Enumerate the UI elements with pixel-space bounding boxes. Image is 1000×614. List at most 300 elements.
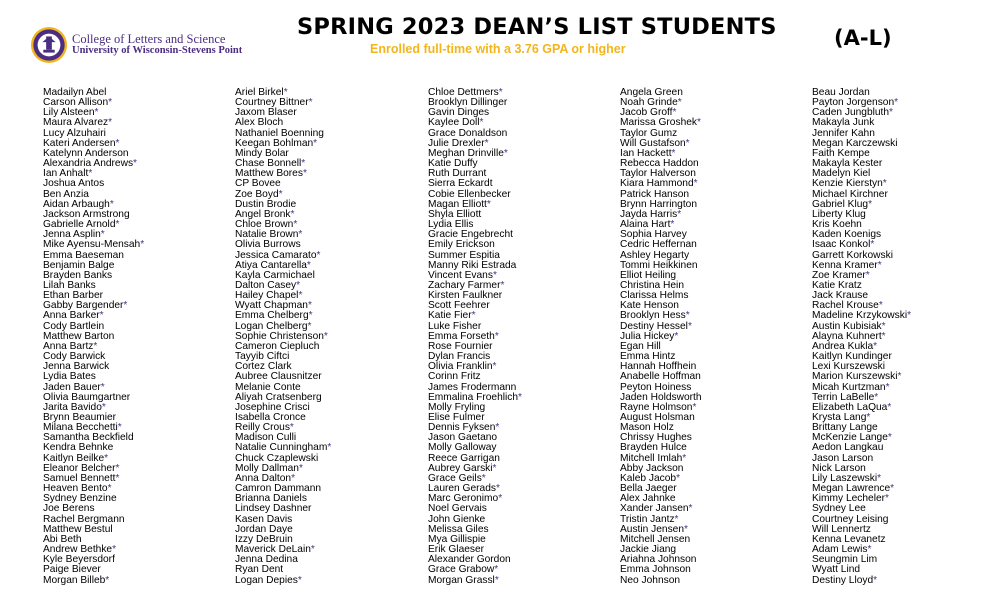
student-name: Brooklyn Dillinger bbox=[428, 97, 508, 109]
asterisk-marker: * bbox=[697, 117, 701, 129]
student-name: Joe Berens bbox=[43, 503, 95, 515]
asterisk-marker: * bbox=[323, 330, 328, 342]
student-name: Gavin Dinges bbox=[428, 107, 490, 119]
student-name: Molly Galloway bbox=[428, 442, 497, 454]
student-name: Jaxom Blaser bbox=[235, 107, 297, 119]
asterisk-marker: * bbox=[298, 290, 303, 302]
asterisk-marker: * bbox=[115, 472, 120, 484]
asterisk-marker: * bbox=[494, 574, 499, 586]
student-name: Adam Lewis* bbox=[812, 544, 872, 556]
asterisk-marker: * bbox=[676, 472, 681, 484]
student-name: Jordan Daye bbox=[235, 523, 293, 535]
student-name: Chloe Brown* bbox=[235, 219, 298, 231]
student-name: Melanie Conte bbox=[235, 381, 301, 393]
asterisk-marker: * bbox=[682, 452, 687, 464]
student-name: Maura Alvarez* bbox=[43, 117, 113, 129]
asterisk-marker: * bbox=[882, 178, 887, 190]
student-name: Jarita Bavido* bbox=[43, 401, 106, 413]
asterisk-marker: * bbox=[108, 117, 113, 129]
student-name: Rebecca Haddon bbox=[620, 158, 699, 170]
student-name: Kris Koehn bbox=[812, 219, 862, 231]
student-name: Rayne Holmson* bbox=[620, 401, 697, 413]
asterisk-marker: * bbox=[105, 574, 110, 586]
student-name: Christina Hein bbox=[620, 279, 684, 291]
student-name: Brynn Harrington bbox=[620, 198, 698, 210]
asterisk-marker: * bbox=[693, 178, 698, 190]
asterisk-marker: * bbox=[881, 330, 886, 342]
student-name: Summer Espitia bbox=[428, 249, 500, 261]
student-name: Elise Fulmer bbox=[428, 412, 485, 423]
asterisk-marker: * bbox=[498, 87, 503, 98]
student-name: Olivia Franklin* bbox=[428, 361, 497, 373]
student-name: Mindy Bolar bbox=[235, 147, 289, 159]
asterisk-marker: * bbox=[115, 462, 120, 474]
student-name: Faith Kempe bbox=[812, 147, 870, 159]
student-name: Kate Henson bbox=[620, 300, 679, 312]
student-name: Will Lennertz bbox=[812, 523, 871, 535]
name-range: (A-L) bbox=[834, 26, 892, 50]
student-name: Magan Elliott* bbox=[428, 198, 491, 210]
student-name: Alexandria Andrews* bbox=[43, 158, 138, 170]
student-name: Marissa Groshek* bbox=[620, 117, 701, 129]
asterisk-marker: * bbox=[518, 391, 522, 403]
asterisk-marker: * bbox=[494, 330, 499, 342]
student-name: Scott Feehrer bbox=[428, 300, 490, 312]
student-name: Olivia Burrows bbox=[235, 239, 301, 251]
student-name: Nick Larson bbox=[812, 462, 866, 474]
student-name: Julie Drexler* bbox=[428, 137, 489, 149]
student-name: James Frodermann bbox=[428, 381, 517, 393]
student-name: Sydney Lee bbox=[812, 503, 866, 515]
student-name: Will Gustafson* bbox=[620, 137, 690, 149]
student-name: Aedon Langkau bbox=[812, 442, 884, 454]
student-name: Hailey Chapel* bbox=[235, 290, 303, 302]
asterisk-marker: * bbox=[88, 168, 93, 180]
student-name: Matthew Bestul bbox=[43, 523, 113, 535]
student-name: Tristin Jantz* bbox=[620, 513, 679, 525]
student-name: Nathaniel Boenning bbox=[235, 127, 324, 139]
asterisk-marker: * bbox=[671, 147, 676, 159]
student-name: Ariel Birkel* bbox=[235, 87, 288, 98]
student-name: Kenzie Kierstyn* bbox=[812, 178, 887, 190]
college-name: College of Letters and Science bbox=[72, 32, 226, 46]
student-name: Brayden Hulce bbox=[620, 442, 687, 454]
subtitle-gpa: 3.76 GPA or higher bbox=[514, 42, 626, 56]
name-column-3 bbox=[428, 88, 522, 586]
student-name: Gracie Engebrecht bbox=[428, 229, 513, 241]
student-name: Sierra Eckardt bbox=[428, 178, 493, 190]
asterisk-marker: * bbox=[503, 147, 508, 159]
student-name: Reilly Crous* bbox=[235, 422, 294, 434]
student-name: Olivia Baumgartner bbox=[43, 391, 131, 403]
student-name: Kenna Levanetz bbox=[812, 533, 886, 545]
student-name: Mike Ayensu-Mensah* bbox=[43, 239, 145, 251]
student-name: Chase Bonnell* bbox=[235, 158, 306, 170]
student-name: Samantha Beckfield bbox=[43, 432, 134, 444]
asterisk-marker: * bbox=[865, 269, 870, 281]
student-name: Cody Barwick bbox=[43, 351, 106, 363]
page-title: SPRING 2023 DEAN’S LIST STUDENTS bbox=[297, 14, 777, 40]
student-name: Erik Glaeser bbox=[428, 544, 485, 556]
asterisk-marker: * bbox=[115, 219, 120, 231]
asterisk-marker: * bbox=[327, 442, 332, 454]
student-name: Kaylee Doll* bbox=[428, 117, 484, 129]
student-name: Cobie Ellenbecker bbox=[428, 188, 511, 200]
asterisk-marker: * bbox=[471, 310, 476, 322]
student-name: Isaac Konkol* bbox=[812, 239, 875, 251]
student-name: Aubree Clausnitzer bbox=[235, 371, 322, 383]
student-name: Mason Holz bbox=[620, 422, 674, 434]
asterisk-marker: * bbox=[316, 249, 321, 261]
student-name: Cameron Ciepluch bbox=[235, 340, 320, 352]
student-name: Morgan Billeb* bbox=[43, 574, 110, 586]
student-name: Courtney Bittner* bbox=[235, 97, 313, 109]
student-name: Kaitlyn Beilke* bbox=[43, 452, 109, 464]
student-name: Courtney Leising bbox=[812, 513, 889, 525]
student-name: Katie Fier* bbox=[428, 310, 476, 322]
student-name: Noah Grinde* bbox=[620, 97, 682, 109]
student-name: Angel Bronk* bbox=[235, 208, 295, 220]
student-name: Reece Garrigan bbox=[428, 452, 500, 464]
student-name: Camron Dammann bbox=[235, 483, 322, 495]
student-name: Marion Kurszewski* bbox=[812, 371, 902, 383]
student-name: Eleanor Belcher* bbox=[43, 462, 120, 474]
asterisk-marker: * bbox=[308, 310, 313, 322]
student-name: Julia Hickey* bbox=[620, 330, 679, 342]
student-name: Grace Donaldson bbox=[428, 127, 508, 139]
student-name: Payton Jorgenson* bbox=[812, 97, 899, 109]
student-name: Elliot Heiling bbox=[620, 269, 677, 281]
student-name: Jacob Groff* bbox=[620, 107, 677, 119]
student-name: Kayla Carmichael bbox=[235, 269, 315, 281]
student-name: Brittany Lange bbox=[812, 422, 878, 434]
asterisk-marker: * bbox=[481, 472, 486, 484]
student-name: Mitchell Jensen bbox=[620, 533, 691, 545]
student-name: Chloe Dettmers* bbox=[428, 87, 503, 98]
university-name: University of Wisconsin-Stevens Point bbox=[72, 45, 243, 56]
student-name: Noel Gervais bbox=[428, 503, 487, 515]
student-name: Zoe Kramer* bbox=[812, 269, 870, 281]
student-name: Jayda Harris* bbox=[620, 208, 682, 220]
student-name: Austin Kubisiak* bbox=[812, 320, 886, 332]
student-name: Benjamin Balge bbox=[43, 259, 115, 271]
student-name: Mitchell Imlah* bbox=[620, 452, 687, 464]
name-column-2 bbox=[235, 88, 331, 586]
asterisk-marker: * bbox=[495, 483, 500, 495]
student-name: Ryan Dent bbox=[235, 564, 284, 576]
name-column-1 bbox=[43, 88, 144, 586]
asterisk-marker: * bbox=[873, 340, 878, 352]
student-name: Mya Gillispie bbox=[428, 533, 486, 545]
student-name: Matthew Barton bbox=[43, 330, 115, 342]
student-name: Austin Jensen* bbox=[620, 523, 688, 535]
asterisk-marker: * bbox=[479, 117, 484, 129]
asterisk-marker: * bbox=[687, 320, 692, 332]
student-name: Logan Depies* bbox=[235, 574, 302, 586]
asterisk-marker: * bbox=[494, 564, 499, 576]
student-name: Paige Biever bbox=[43, 564, 101, 576]
student-name: Aliyah Cratsenberg bbox=[235, 391, 322, 403]
asterisk-marker: * bbox=[692, 401, 697, 413]
student-name: Jaden Bauer* bbox=[43, 381, 105, 393]
student-name: Brayden Banks bbox=[43, 269, 113, 281]
student-name: Gabby Bargender* bbox=[43, 300, 128, 312]
student-name: Gabrielle Arnold* bbox=[43, 219, 120, 231]
asterisk-marker: * bbox=[877, 259, 882, 271]
student-name: Meghan Drinville* bbox=[428, 147, 508, 159]
student-name: Anna Bartz* bbox=[43, 340, 98, 352]
student-name: Kimmy Lecheler* bbox=[812, 493, 890, 505]
student-name: Lily Alsteen* bbox=[43, 107, 99, 119]
student-name: Rachel Bergmann bbox=[43, 513, 125, 525]
asterisk-marker: * bbox=[94, 107, 99, 119]
asterisk-marker: * bbox=[291, 472, 296, 484]
student-name: Keegan Bohlman* bbox=[235, 137, 318, 149]
student-name: Micah Kurtzman* bbox=[812, 381, 890, 393]
asterisk-marker: * bbox=[897, 371, 902, 383]
asterisk-marker: * bbox=[670, 219, 675, 231]
asterisk-marker: * bbox=[140, 239, 145, 251]
student-name: Emma Johnson bbox=[620, 564, 691, 576]
student-name: Cortez Clark bbox=[235, 361, 292, 373]
student-name: Katie Kratz bbox=[812, 279, 862, 291]
student-name: Lauren Gerads* bbox=[428, 483, 500, 495]
asterisk-marker: * bbox=[283, 87, 288, 98]
asterisk-marker: * bbox=[887, 432, 892, 444]
asterisk-marker: * bbox=[101, 401, 106, 413]
student-name: McKenzie Lange* bbox=[812, 432, 892, 444]
student-name: Garrett Korkowski bbox=[812, 249, 893, 261]
student-name: Caden Jungbluth* bbox=[812, 107, 894, 119]
asterisk-marker: * bbox=[133, 158, 138, 170]
student-name: Emma Chelberg* bbox=[235, 310, 313, 322]
student-name: Abby Jackson bbox=[620, 462, 684, 474]
student-name: Natalie Cunningham* bbox=[235, 442, 332, 454]
asterisk-marker: * bbox=[672, 107, 677, 119]
asterisk-marker: * bbox=[677, 208, 682, 220]
student-name: Cody Bartlein bbox=[43, 320, 105, 332]
student-name: Dalton Casey* bbox=[235, 279, 301, 291]
asterisk-marker: * bbox=[492, 462, 497, 474]
asterisk-marker: * bbox=[290, 208, 295, 220]
asterisk-marker: * bbox=[308, 97, 313, 109]
student-name: Samuel Bennett* bbox=[43, 472, 120, 484]
asterisk-marker: * bbox=[117, 422, 122, 434]
student-name: Jack Krause bbox=[812, 290, 869, 302]
student-name: Atiya Cantarella* bbox=[235, 259, 311, 271]
student-name: Alexander Gordon bbox=[428, 554, 511, 566]
asterisk-marker: * bbox=[307, 300, 312, 312]
asterisk-marker: * bbox=[685, 310, 690, 322]
student-name: Dylan Francis bbox=[428, 351, 491, 363]
asterisk-marker: * bbox=[867, 544, 872, 556]
student-name: Rose Fournier bbox=[428, 340, 493, 352]
asterisk-marker: * bbox=[894, 97, 899, 109]
student-name: Lydia Ellis bbox=[428, 219, 474, 231]
student-name: Taylor Gumz bbox=[620, 127, 678, 139]
page-header bbox=[0, 0, 1000, 80]
student-name: Lexi Kurszewski bbox=[812, 361, 886, 373]
asterisk-marker: * bbox=[873, 574, 878, 586]
student-name: Andrea Kukla* bbox=[812, 340, 878, 352]
asterisk-marker: * bbox=[881, 320, 886, 332]
student-name: Vincent Evans* bbox=[428, 269, 497, 281]
asterisk-marker: * bbox=[100, 381, 105, 393]
student-name: Neo Johnson bbox=[620, 574, 681, 586]
student-name: Lily Laszewski* bbox=[812, 472, 882, 484]
student-name: August Holsman bbox=[620, 412, 695, 423]
student-name: Andrew Bethke* bbox=[43, 544, 117, 556]
student-name: Zoe Boyd* bbox=[235, 188, 283, 200]
student-name: Taylor Halverson bbox=[620, 168, 696, 180]
asterisk-marker: * bbox=[109, 198, 114, 210]
student-name: Emmalina Froehlich* bbox=[428, 391, 522, 403]
student-name: Brynn Beaumier bbox=[43, 412, 117, 423]
asterisk-marker: * bbox=[112, 544, 117, 556]
asterisk-marker: * bbox=[310, 544, 315, 556]
student-name: Tommi Heikkinen bbox=[620, 259, 698, 271]
student-name: Alayna Kuhnert* bbox=[812, 330, 886, 342]
student-name: Krysta Lang* bbox=[812, 412, 871, 423]
asterisk-marker: * bbox=[484, 137, 489, 149]
asterisk-marker: * bbox=[674, 513, 679, 525]
student-name: Hannah Hoffhein bbox=[620, 361, 697, 373]
student-name: Natalie Brown* bbox=[235, 229, 303, 241]
student-name: Chuck Czaplewski bbox=[235, 452, 319, 464]
student-name: Zachary Farmer* bbox=[428, 279, 505, 291]
student-name: Ben Anzia bbox=[43, 188, 89, 200]
student-name: Jason Gaetano bbox=[428, 432, 498, 444]
student-name: Kateri Andersen* bbox=[43, 137, 120, 149]
student-name: Bella Jaeger bbox=[620, 483, 677, 495]
student-name: Alex Jahnke bbox=[620, 493, 676, 505]
student-name: Molly Dallman* bbox=[235, 462, 303, 474]
student-name: Josephine Crisci bbox=[235, 401, 310, 413]
asterisk-marker: * bbox=[99, 310, 104, 322]
student-name: Kenna Kramer* bbox=[812, 259, 882, 271]
student-name: Isabella Cronce bbox=[235, 412, 306, 423]
student-name: Jennifer Kahn bbox=[812, 127, 875, 139]
student-name: Jackson Armstrong bbox=[43, 208, 130, 220]
student-name: Ian Anhalt* bbox=[43, 168, 93, 180]
student-name: CP Bovee bbox=[235, 178, 281, 190]
student-name: Makayla Junk bbox=[812, 117, 875, 129]
student-name: Ariahna Johnson bbox=[620, 554, 697, 566]
student-name: Emma Hintz bbox=[620, 351, 676, 363]
student-name: Shyla Elliott bbox=[428, 208, 482, 220]
student-name: Michael Kirchner bbox=[812, 188, 888, 200]
student-name: Manny Riki Estrada bbox=[428, 259, 517, 271]
asterisk-marker: * bbox=[684, 523, 688, 535]
student-name: Brianna Daniels bbox=[235, 493, 307, 505]
asterisk-marker: * bbox=[907, 310, 912, 322]
student-name: Alaina Hart* bbox=[620, 219, 675, 231]
asterisk-marker: * bbox=[887, 401, 892, 413]
asterisk-marker: * bbox=[486, 198, 491, 210]
student-name: Joshua Antos bbox=[43, 178, 105, 190]
asterisk-marker: * bbox=[688, 503, 693, 515]
asterisk-marker: * bbox=[885, 381, 890, 393]
asterisk-marker: * bbox=[289, 422, 294, 434]
student-name: Elizabeth LaQua* bbox=[812, 401, 892, 413]
student-name: Carson Allison* bbox=[43, 97, 113, 109]
student-name: Madeline Krzykowski* bbox=[812, 310, 912, 322]
student-name: Wyatt Lind bbox=[812, 564, 861, 576]
student-name: Megan Lawrence* bbox=[812, 483, 895, 495]
student-name: Izzy DeBruin bbox=[235, 533, 293, 545]
subtitle-prefix: Enrolled full-time with a bbox=[370, 42, 515, 56]
student-name: Grace Grabow* bbox=[428, 564, 499, 576]
student-name: Ashley Hegarty bbox=[620, 249, 690, 261]
asterisk-marker: * bbox=[115, 137, 120, 149]
asterisk-marker: * bbox=[298, 229, 303, 241]
student-name: Madailyn Abel bbox=[43, 87, 107, 98]
student-name: Kaleb Jacob* bbox=[620, 472, 681, 484]
student-name: Chrissy Hughes bbox=[620, 432, 692, 444]
asterisk-marker: * bbox=[868, 198, 873, 210]
student-name: Destiny Hessel* bbox=[620, 320, 692, 332]
student-name: Dustin Brodie bbox=[235, 198, 297, 210]
student-name: Kendra Behnke bbox=[43, 442, 114, 454]
asterisk-marker: * bbox=[278, 188, 283, 200]
asterisk-marker: * bbox=[500, 279, 505, 291]
student-name: Egan Hill bbox=[620, 340, 661, 352]
asterisk-marker: * bbox=[307, 320, 312, 332]
asterisk-marker: * bbox=[296, 279, 301, 291]
student-name: Logan Chelberg* bbox=[235, 320, 312, 332]
student-name: Makayla Kester bbox=[812, 158, 883, 170]
asterisk-marker: * bbox=[874, 391, 879, 403]
student-name: Kiara Hammond* bbox=[620, 178, 698, 190]
student-name: Milana Becchetti* bbox=[43, 422, 122, 434]
student-name: Jaden Holdsworth bbox=[620, 391, 702, 403]
asterisk-marker: * bbox=[878, 300, 883, 312]
asterisk-marker: * bbox=[498, 493, 503, 505]
asterisk-marker: * bbox=[302, 168, 307, 180]
page-subtitle bbox=[370, 42, 626, 56]
student-name: Lilah Banks bbox=[43, 279, 96, 291]
student-name: Kyle Beyersdorf bbox=[43, 554, 115, 566]
asterisk-marker: * bbox=[685, 137, 690, 149]
student-name: Anabelle Hoffman bbox=[620, 371, 701, 383]
asterisk-marker: * bbox=[495, 422, 500, 434]
asterisk-marker: * bbox=[870, 239, 875, 251]
student-name: Melissa Giles bbox=[428, 523, 489, 535]
student-name: Patrick Hanson bbox=[620, 188, 690, 200]
student-name: Jenna Asplin* bbox=[43, 229, 105, 241]
student-name: Kirsten Faulkner bbox=[428, 290, 503, 302]
student-name: Morgan Grassl* bbox=[428, 574, 499, 586]
university-seal-icon bbox=[30, 26, 68, 64]
asterisk-marker: * bbox=[293, 219, 298, 231]
asterisk-marker: * bbox=[93, 340, 98, 352]
asterisk-marker: * bbox=[866, 412, 871, 423]
student-name: Megan Karczewski bbox=[812, 137, 898, 149]
asterisk-marker: * bbox=[298, 462, 303, 474]
college-logo bbox=[30, 26, 242, 64]
student-name: Terrin LaBelle* bbox=[812, 391, 879, 403]
student-name: Anna Dalton* bbox=[235, 472, 296, 484]
student-name: Katie Duffy bbox=[428, 158, 478, 170]
name-column-5 bbox=[812, 88, 911, 586]
student-name: Matthew Bores* bbox=[235, 168, 307, 180]
student-name: Angela Green bbox=[620, 87, 683, 98]
student-name: Xander Jansen* bbox=[620, 503, 693, 515]
student-name: Wyatt Chapman* bbox=[235, 300, 312, 312]
asterisk-marker: * bbox=[306, 259, 311, 271]
student-name: Jackie Jiang bbox=[620, 544, 677, 556]
student-name: Madelyn Kiel bbox=[812, 168, 871, 180]
